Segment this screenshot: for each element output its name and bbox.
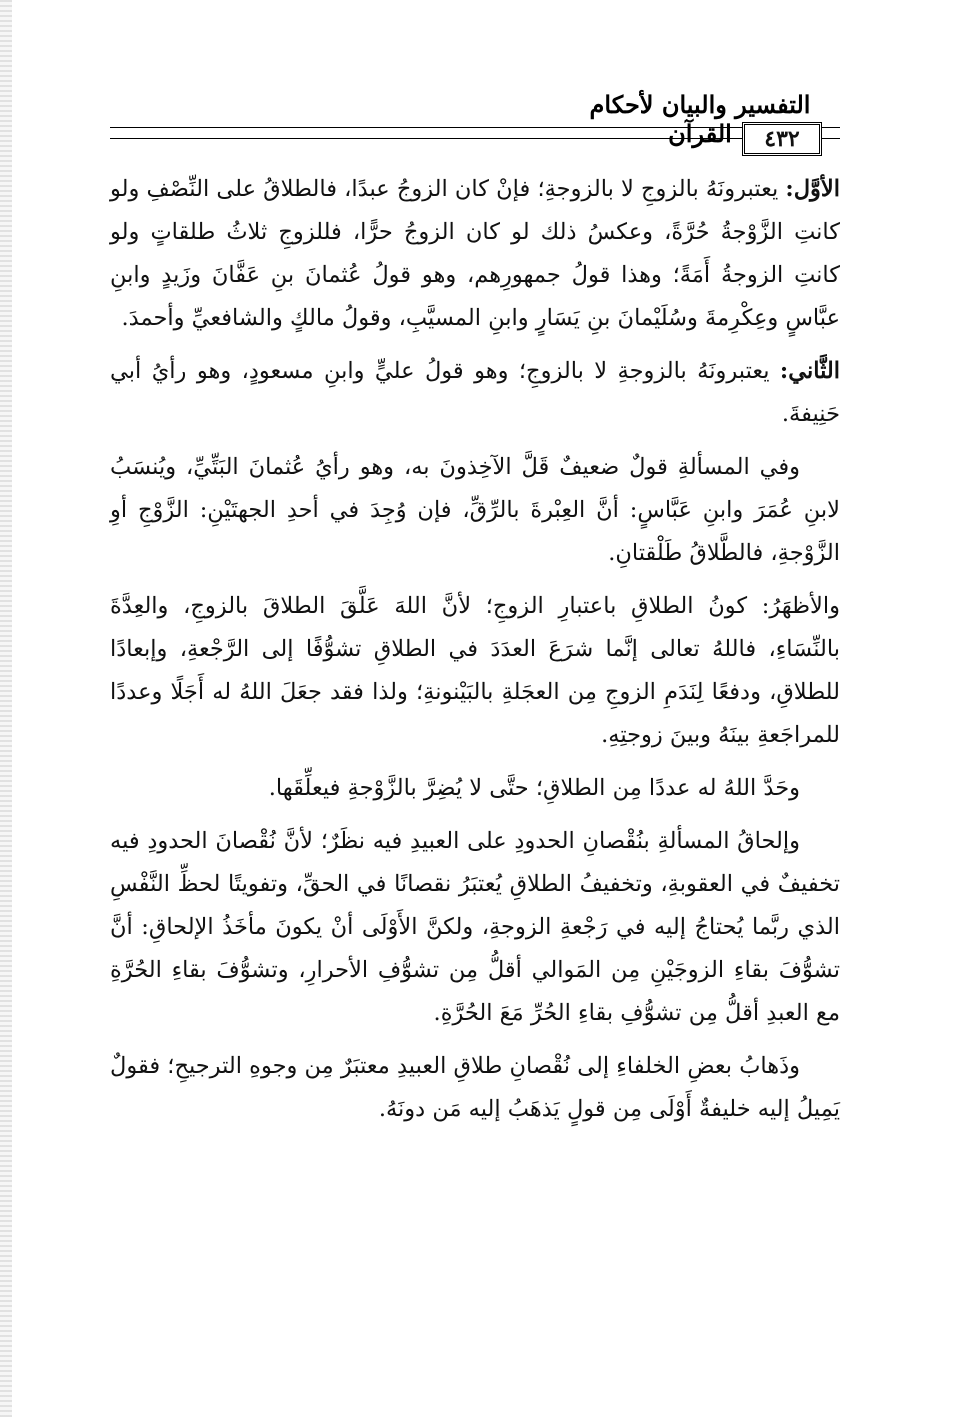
paragraph-text: وحَدَّ اللهُ له عددًا مِن الطلاقِ؛ حتَّى لا يُضِرَّ بالزَّوْجةِ فيعلِّقَها. xyxy=(268,775,800,801)
paragraph-text: يعتبرونَهُ بالزوجِ لا بالزوجةِ؛ فإنْ كان الزوجُ عبدًا، فالطلاقُ على النِّصْفِ ولو كانتِ الزَّوْجةُ حُرَّةً، وعكسُ ذلك لو كان الزوجُ حرًّا، فللزوجِ ثلاثُ طلقاتٍ ولو كانتِ الزوجةُ أَمَةً؛ وهذا قولُ جمهورِهم، وهو قولُ عُثمانَ بنِ عَفَّانَ وزَيدٍ وابنِ عبَّاسٍ وعِكْرِمةَ وسُلَيْمانَ بنِ يَسَارٍ وابنِ المسيَّبِ، وقولُ مالكٍ والشافعيِّ وأحمدَ. xyxy=(110,176,840,331)
paragraph xyxy=(110,585,840,757)
paragraph xyxy=(110,446,840,575)
page-number-rule-right xyxy=(822,138,840,139)
paragraph-text: وإلحاقُ المسألةِ بنُقْصانِ الحدودِ على العبيدِ فيه نظَرٌ؛ لأنَّ نُقْصانَ الحدودِ فيه تخفيفٌ في العقوبةِ، وتخفيفُ الطلاقِ يُعتبَرُ نقصانًا في الحقِّ، وتفويتًا لحظِّ النَّفْسِ الذي ربَّما يُحتاجُ إليه في رَجْعةِ الزوجةِ، ولكنَّ الأَوْلَى أنْ يكونَ مأخَذُ الإلحاقِ: أنَّ تشوُّفَ بقاءِ الزوجَيْنِ مِن المَوالي أقلُّ مِن تشوُّفِ الأحرارِ، وتشوُّفَ بقاءِ الحُرَّةِ مع العبدِ أقلُّ مِن تشوُّفِ بقاءِ الحُرِّ مَعَ الحُرَّةِ. xyxy=(110,828,840,1026)
paragraph xyxy=(110,1045,840,1131)
header-rule xyxy=(110,127,840,128)
paragraph-text: يعتبرونَهُ بالزوجةِ لا بالزوجِ؛ وهو قولُ عليٍّ وابنِ مسعودٍ، وهو رأيُ أبي حَنِيفةَ. xyxy=(110,358,840,427)
paragraph-second-opinion xyxy=(110,350,840,436)
paragraph-text: والأظهَرُ: كونُ الطلاقِ باعتبارِ الزوجِ؛ لأنَّ اللهَ عَلَّقَ الطلاقَ بالزوجِ، والعِدَّةَ بالنِّسَاءِ، فاللهُ تعالى إنَّما شرَعَ العدَدَ في الطلاقِ تشوُّفًا إلى الرَّجْعةِ، وإبعادًا للطلاقِ، ودفعًا لِنَدَمِ الزوجِ مِن العجَلةِ بالبَيْنونةِ؛ ولذا فقد جعَلَ اللهُ له أَجَلًا وعددًا للمراجَعةِ بينَهُ وبينَ زوجتِهِ. xyxy=(110,593,840,748)
page-number-box: ٤٣٢ xyxy=(742,122,822,156)
paragraph-lead-label: الأوَّل: xyxy=(785,176,840,202)
paragraph xyxy=(110,767,840,810)
page-number-rule-left xyxy=(110,138,742,139)
paragraph-text: وفي المسألةِ قولٌ ضعيفٌ قَلَّ الآخِذونَ به، وهو رأيُ عُثمانَ البَتِّيِّ، ويُنسَبُ لابنِ عُمَرَ وابنِ عَبَّاسٍ: أنَّ العِبْرةَ بالرِّقِّ، فإن وُجِدَ في أحدِ الجهتَيْنِ: الزَّوْجِ أوِ الزَّوْجةِ، فالطَّلاقُ طَلْقتانِ. xyxy=(110,454,840,566)
body-text xyxy=(110,168,840,1141)
running-header-title: التفسير والبيان لأحكام القرآن xyxy=(589,90,811,148)
scan-edge-texture xyxy=(0,0,12,1417)
paragraph-lead-label: الثَّاني: xyxy=(779,358,840,384)
paragraph-text: وذَهابُ بعضِ الخلفاءِ إلى نُقْصانِ طلاقِ العبيدِ معتبَرٌ مِن وجوهِ الترجيحِ؛ فقولٌ يَمِيلُ إليه خليفةٌ أَوْلَى مِن قولٍ يَذهَبُ إليه مَن دونَهُ. xyxy=(110,1053,840,1122)
paragraph xyxy=(110,820,840,1035)
paragraph-first-opinion xyxy=(110,168,840,340)
